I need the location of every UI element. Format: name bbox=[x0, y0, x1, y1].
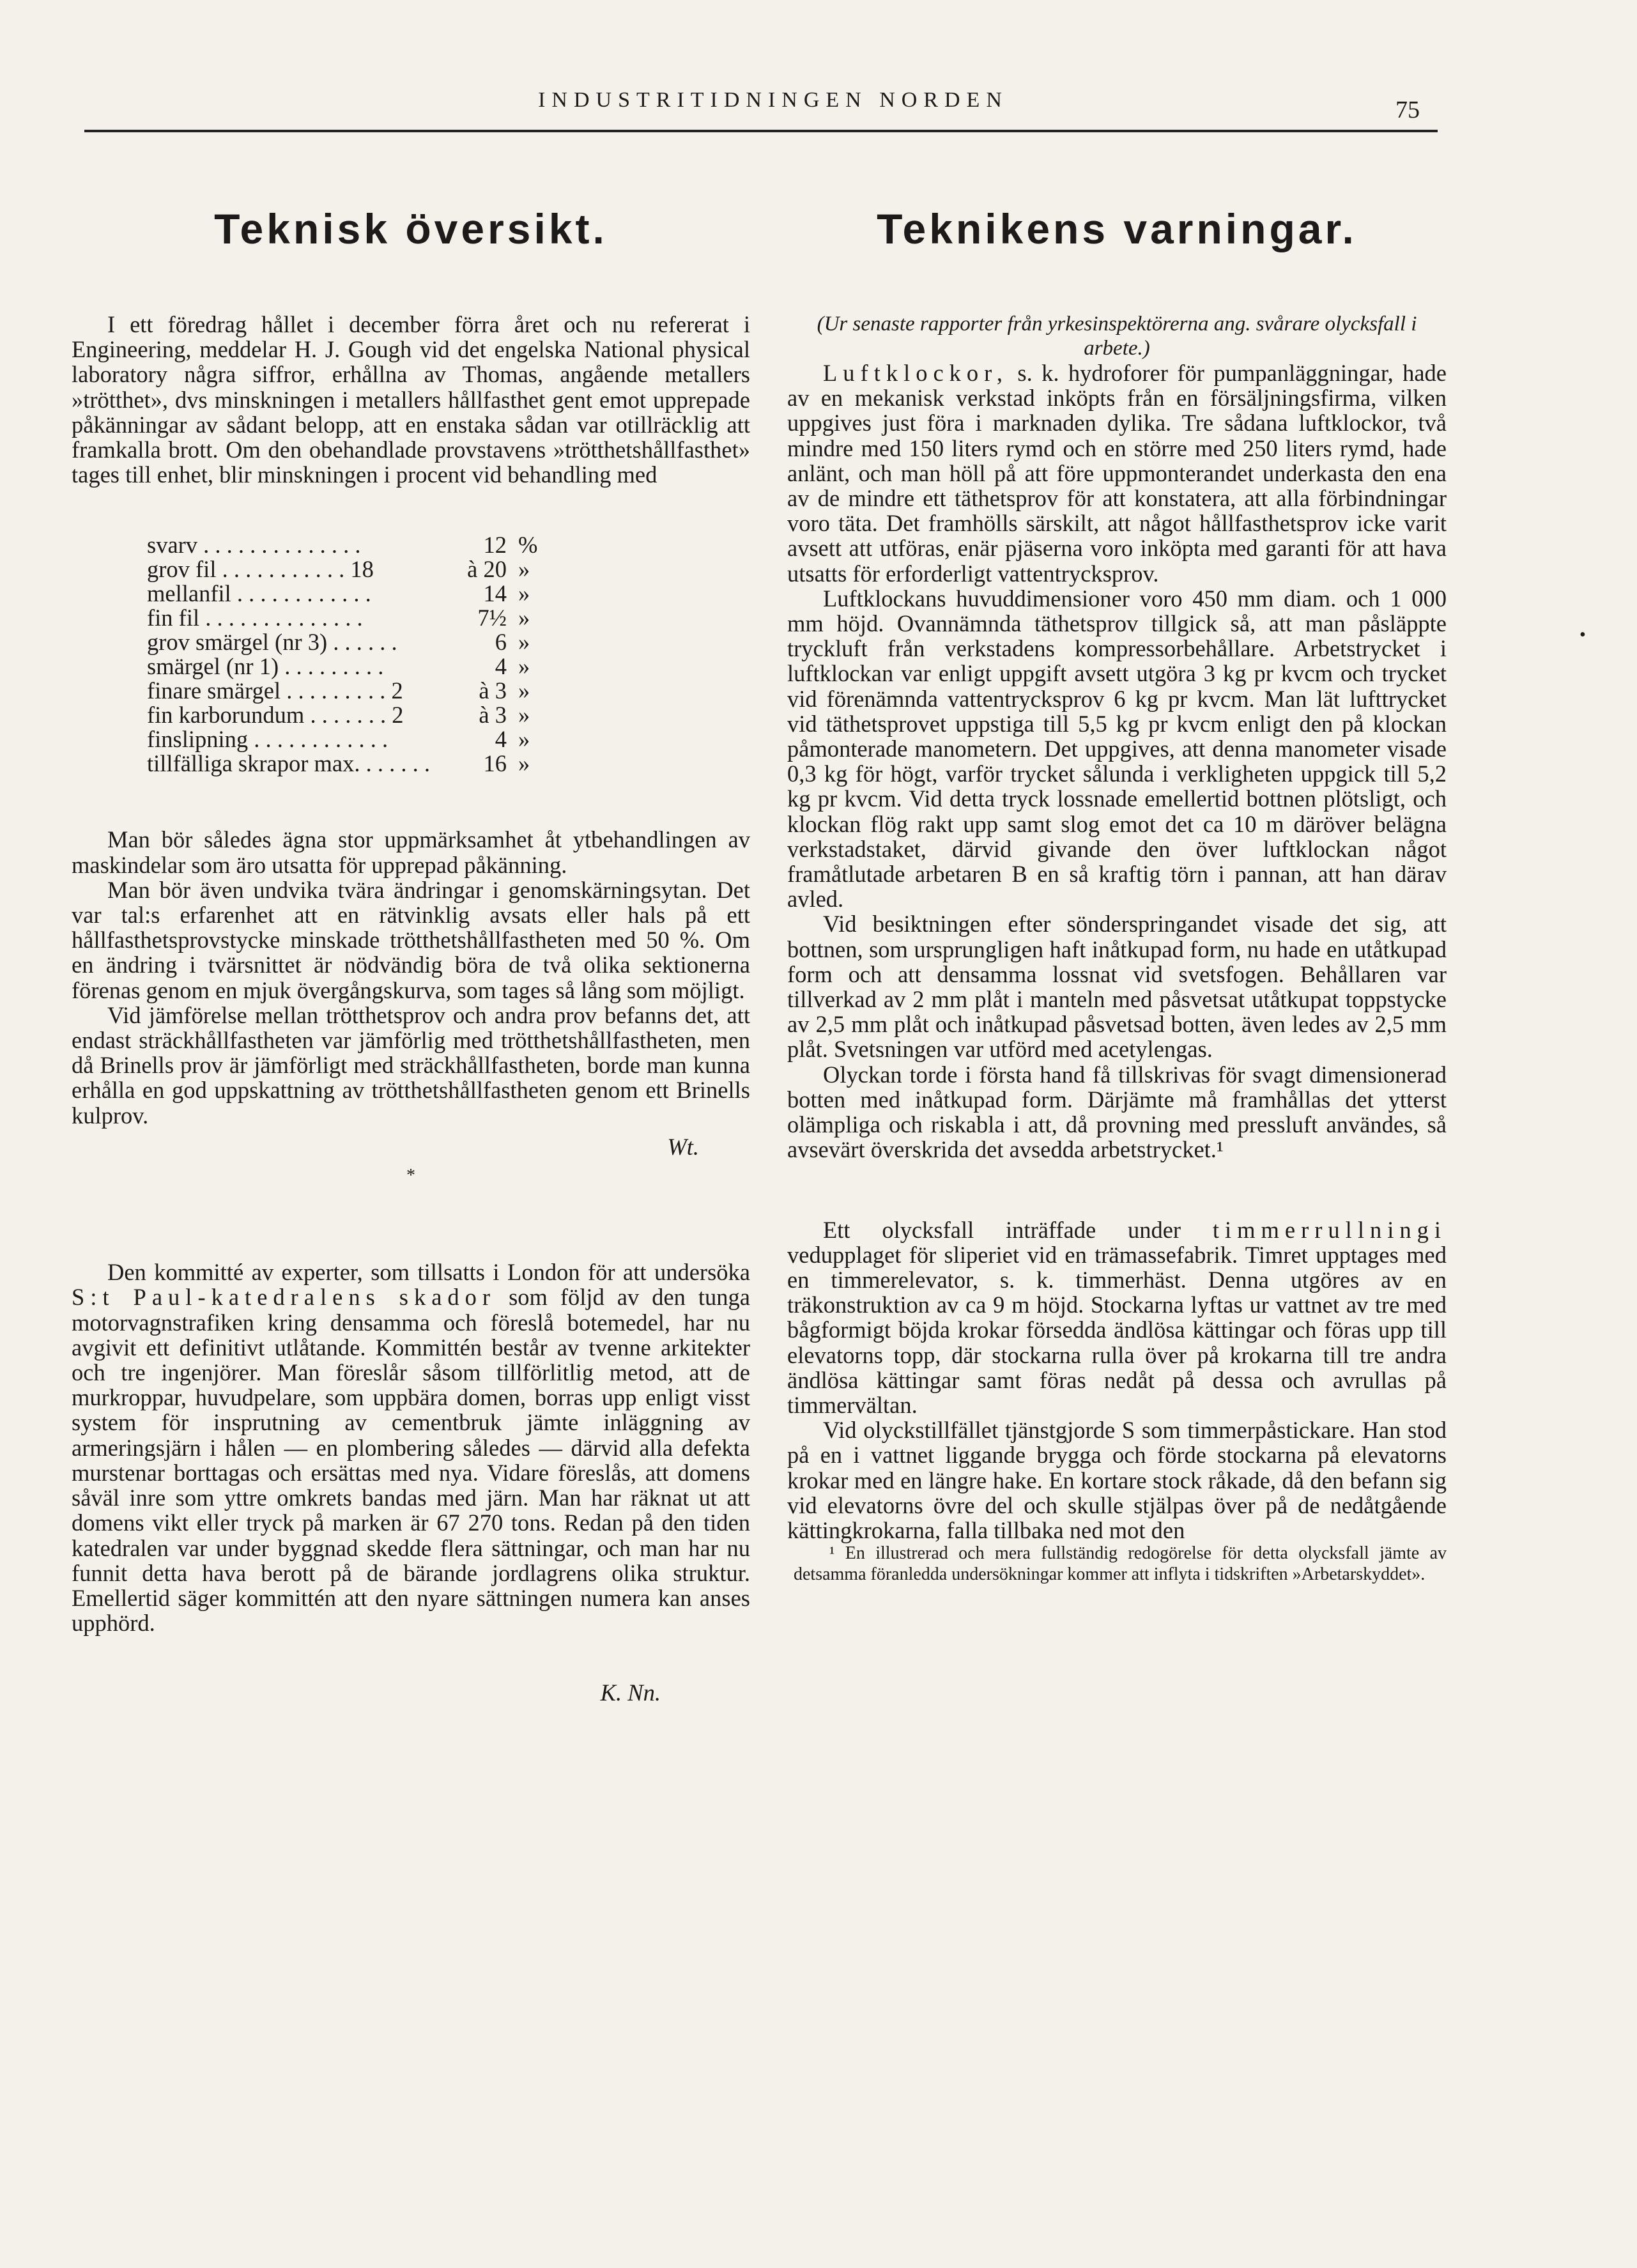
article-title-teknisk-oversikt: Teknisk översikt. bbox=[214, 205, 608, 252]
row-label: mellanfil . . . . . . . . . . . . bbox=[147, 580, 371, 607]
running-head: INDUSTRITIDNINGEN NORDEN bbox=[538, 88, 1008, 112]
row-unit: % bbox=[518, 532, 538, 559]
row-unit: » bbox=[518, 605, 530, 631]
table-row bbox=[147, 679, 557, 703]
spaced-term: timmerrullningi bbox=[1212, 1216, 1447, 1243]
paragraph: I ett föredrag hållet i december förra året och nu refererat i Engineering, meddelar H. J. Gough vid det engelska National physical laboratory några siffror, erhållna av Thomas, angående metallers »trötthet», dvs minskningen i metallers hållfasthet gent emot upprepade påkänningar av sådant belopp, att en enstaka sådan var otillräcklig att framkalla brott. Om den obehandlade provstavens »trötthetshållfasthet» tages till enhet, blir minskningen i procent vid behandling med bbox=[72, 311, 750, 488]
text-run: s. k. hydroforer för pumpanläggningar, hade av en mekanisk verkstad inköpts från en försäljningsfirma, vilken uppgives just föra i marknaden dylika. Tre sådana luftklockor, två mindre med 150 liters rymd och en större med 250 liters rymd, hade anlänt, och man höll på att före uppmonterandet underkasta den ena av de mindre ett täthetsprov för att konstatera, att alla förbindningar voro täta. Det framhölls särskilt, att något hållfasthetsprov icke varit avsett att utföras, enär pjäserna voro inköpta med garanti för att hava utsatts för erforderligt vattentrycksprov. bbox=[787, 360, 1447, 587]
paragraph: Vid jämförelse mellan trötthetsprov och andra prov befanns det, att endast sträckhållfastheten var jämförlig med trötthetshållfastheten, men då Brinells prov är jämförligt med sträckhållfastheten, borde man kunna erhålla en god uppskattning av trötthetshållfastheten genom ett Brinells kulprov. bbox=[72, 1001, 750, 1129]
table-row bbox=[147, 533, 557, 557]
row-label: tillfälliga skrapor max. . . . . . . bbox=[147, 750, 430, 777]
row-unit: » bbox=[518, 750, 530, 777]
paragraph: Olyckan torde i första hand få tillskrivas för svagt dimensionerad botten med inåtkupad form. Därjämte må framhållas det ytterst olämpliga och riskabla i att, då provning med pressluft användes, så avsevärt överskrida det avsedda arbetstrycket.¹ bbox=[787, 1061, 1447, 1163]
row-unit: » bbox=[518, 653, 530, 680]
row-value: à 3 bbox=[479, 677, 507, 704]
table-row bbox=[147, 752, 557, 776]
paragraph: Vid besiktningen efter sönderspringandet visade det sig, att bottnen, som ursprungligen haft inåtkupad form, nu hade en utåtkupad form och att densamma lossnat vid svetsfogen. Behållaren var tillverkad av 2 mm plåt i manteln med påsvetsat utåtkupat toppstycke av 2,5 mm plåt och inåtkupad påsvetsad botten, även ledes av 2,5 mm plåt. Svetsningen var utförd med acetylengas. bbox=[787, 911, 1447, 1063]
author-signature: Wt. bbox=[667, 1133, 699, 1160]
row-label: grov smärgel (nr 3) . . . . . . bbox=[147, 629, 397, 656]
table-row bbox=[147, 582, 557, 606]
header-rule bbox=[84, 130, 1438, 132]
table-row bbox=[147, 557, 557, 582]
author-signature: K. Nn. bbox=[600, 1679, 661, 1706]
paragraph bbox=[787, 360, 1447, 586]
section-separator: * bbox=[406, 1166, 415, 1186]
row-value: à 20 bbox=[467, 556, 507, 583]
article-subtitle: (Ur senaste rapporter från yrkesinspektörerna ang. svårare olycksfall i arbete.) bbox=[817, 312, 1417, 360]
right-column bbox=[787, 203, 1447, 1585]
abrasion-table bbox=[147, 533, 557, 776]
row-value: 4 bbox=[495, 653, 507, 680]
table-row bbox=[147, 630, 557, 654]
row-value: 6 bbox=[495, 629, 507, 656]
article-title-teknikens-varningar: Teknikens varningar. bbox=[877, 205, 1357, 252]
row-label: svarv . . . . . . . . . . . . . . bbox=[147, 532, 361, 559]
left-column bbox=[72, 203, 750, 1706]
paragraph: Vid olyckstillfället tjänstgjorde S som timmerpåstickare. Han stod på en i vattnet liggande brygga och förde stockarna på elevatorns krokar med en längre hake. En kortare stock råkade, då den befann sig vid elevatorns övre del och skulle stjälpas över på de nedåtgående kättingkrokarna, falla tillbaka ned mot den bbox=[787, 1417, 1447, 1543]
spaced-term: S:t Paul-katedralens skador bbox=[72, 1284, 496, 1311]
row-value: à 3 bbox=[479, 702, 507, 729]
row-label: finslipning . . . . . . . . . . . . bbox=[147, 726, 388, 753]
page-number: 75 bbox=[1395, 96, 1420, 123]
paragraph: Man bör således ägna stor uppmärksamhet åt ytbehandlingen av maskindelar som äro utsatta för upprepad påkänning. bbox=[72, 826, 750, 878]
row-label: fin fil . . . . . . . . . . . . . . bbox=[147, 605, 363, 631]
row-value: 4 bbox=[495, 726, 507, 753]
row-label: grov fil . . . . . . . . . . . 18 bbox=[147, 556, 374, 583]
row-value: 16 bbox=[483, 750, 507, 777]
row-value: 12 bbox=[483, 532, 507, 559]
paragraph: Luftklockans huvuddimensioner voro 450 mm diam. och 1 000 mm höjd. Ovannämnda täthetsprov tillgick så, att man påsläppte tryckluft från verkstadens kompressorbehållare. Arbetstrycket i luftklockan var enligt uppgift avsett utgöra 3 kg pr kvcm och trycket vid förenämnda vattentrycksprov 6 kg pr kvcm. Man lät lufttrycket vid täthetsprovet uppstiga till 5,5 kg pr kvcm enligt den på klockan påmonterade manometern. Det uppgives, att denna manometer visade 0,3 kg för högt, varför trycket sålunda i verkligheten uppgick till 5,2 kg pr kvcm. Vid detta tryck lossnade emellertid bottnen plötsligt, och klockan flög rakt upp samt slog emot det ca 10 m däröver belägna verkstadstaket, därvid givande den över luftklockan något framåtlutade arbetaren B en så kraftig törn i pannan, att han därav avled. bbox=[787, 585, 1447, 913]
text-run: Den kommitté av experter, som tillsatts i London för att undersöka bbox=[107, 1259, 750, 1286]
row-unit: » bbox=[518, 702, 530, 729]
table-row bbox=[147, 727, 557, 752]
row-unit: » bbox=[518, 580, 530, 607]
row-label: smärgel (nr 1) . . . . . . . . . bbox=[147, 653, 384, 680]
paragraph: Man bör även undvika tvära ändringar i genomskärningsytan. Det var tal:s erfarenhet att en rätvinklig avsats eller hals på ett hållfasthetsprovstycke minskade trötthetshållfastheten med 50 %. Om en ändring i tvärsnittet är nödvändig böra de två olika sektionerna förenas genom en mjuk övergångskurva, som tages så lång som möjligt. bbox=[72, 876, 750, 1003]
row-unit: » bbox=[518, 629, 530, 656]
table-row bbox=[147, 654, 557, 679]
row-value: 7½ bbox=[477, 605, 507, 631]
row-unit: » bbox=[518, 556, 530, 583]
text-run: Ett olycksfall inträffade under bbox=[823, 1216, 1213, 1243]
footnote: ¹ En illustrerad och mera fullständig redogörelse för detta olycksfall jämte av detsamma föranledda undersökningar kommer att inflyta i tidskriften »Arbetarskyddet». bbox=[794, 1543, 1447, 1585]
text-run: som följd av den tunga motorvagnstrafiken kring densamma och föreslå botemedel, har nu avgivit ett definitivt utlåtande. Kommittén består av tvenne arkitekter och tre ingenjörer. Man föreslår såsom tillförlitlig metod, att de murkroppar, huvudpelare, som uppbära domen, borras upp enligt visst system för insprutning av cementbruk jämte inläggning av armeringsjärn i hålen — en plombering således — därvid alla defekta murstenar borttagas och ersättas med nya. Vidare föreslås, att domens såväl inre som yttre omkrets bandas med järn. Man har räknat ut att domens vikt eller tryck på marken är 67 270 tons. Redan på den tiden katedralen var under byggnad skedde flera sättningar, och man har nu funnit detta hava berott på de bärande jordlagrens olika struktur. Emellertid säger kommittén att den nyare sättningen numera kan anses upphörd. bbox=[72, 1284, 750, 1637]
spaced-term: Luftklockor, bbox=[823, 360, 1009, 386]
text-run: vedupplaget för sliperiet vid en trämassefabrik. Timret upptages med en timmerelevator, s. k. timmerhäst. Denna utgöres av en träkonstruktion av ca 9 m höjd. Stockarna lyftas ur vattnet av tre med bågformigt böjda krokar försedda ändlösa kättingar och föras upp till elevatorns topp, där stockarna rulla över på krokarna till tre andra ändlösa kättingar samt föras nedåt på dessa och avrullas på timmervältan. bbox=[787, 1241, 1447, 1418]
row-unit: » bbox=[518, 726, 530, 753]
row-label: fin karborundum . . . . . . . 2 bbox=[147, 702, 404, 729]
table-row bbox=[147, 606, 557, 630]
margin-mark: • bbox=[1579, 625, 1586, 645]
table-row bbox=[147, 703, 557, 727]
row-unit: » bbox=[518, 677, 530, 704]
row-label: finare smärgel . . . . . . . . . 2 bbox=[147, 677, 403, 704]
row-value: 14 bbox=[483, 580, 507, 607]
paragraph bbox=[72, 1260, 750, 1635]
paragraph bbox=[787, 1217, 1447, 1418]
spacer bbox=[787, 1162, 1447, 1217]
